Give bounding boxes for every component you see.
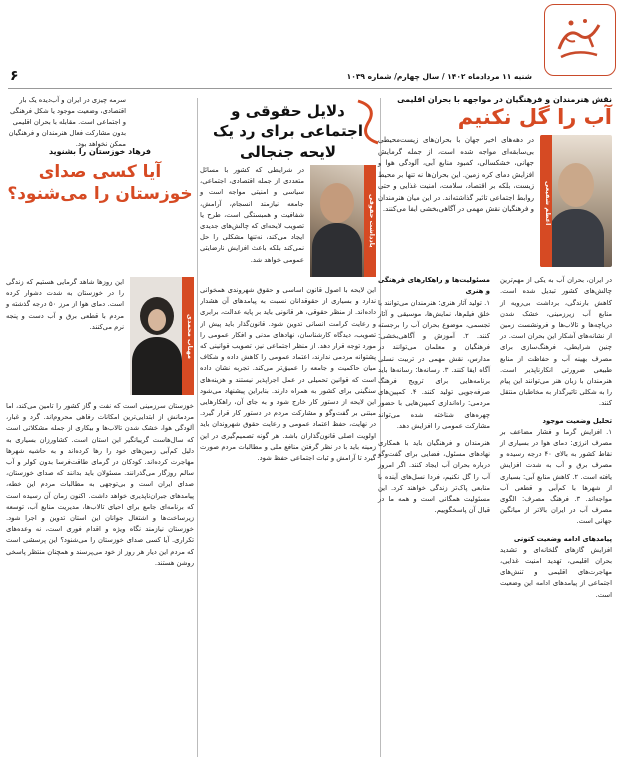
- paragraph: در ایران، بحران آب به یکی از مهم‌ترین چالش‌های کشور تبدیل شده است. کاهش بارندگی، برداشت بی‌رویه از منابع آب زیرزمینی، خشک شدن دریاچه‌ها و تالاب‌ها و فرونشست زمین از نشانه‌های آشکار این بحران است. در چنین شرایطی، فرهنگ‌سازی برای مصرف بهینه آب و حفاظت از منابع طبیعی ضرورتی انکارناپذیر است. هنرمندان با زبان هنر می‌توانند این پیام را به شکلی تاثیرگذار به مخاطبان منتقل کنند.: [500, 276, 612, 408]
- decorative-swash-icon: [354, 97, 382, 147]
- author-name: یادداشت حقوقی: [368, 194, 376, 248]
- paragraph: خوزستان سرزمینی است که نفت و گاز کشور را تامین می‌کند، اما مردمانش از ابتدایی‌ترین امکانات رفاهی محروم‌اند. گرد و غبار، آلودگی هوا، خشک شدن تالاب‌ها و بیکاری از جمله مشکلاتی است که سال‌هاست گریبانگیر این استان است. کشاورزان بسیاری به دلیل کم‌آبی زمین‌های خود را رها کرده‌اند و به حاشیه شهرها مهاجرت کرده‌اند. کودکان در گرمای طاقت‌فرسا بدون کولر و آب سالم روزگار می‌گذرانند. مسئولان باید بدانند که صدای خوزستان، صدای ایران است و بی‌توجهی به مطالبات مردم این خطه، پیامدهای جبران‌ناپذیری خواهد داشت. اکنون زمان آن رسیده است که برنامه‌ای جامع برای احیای تالاب‌ها، مدیریت منابع آب، توسعه زیرساخت‌ها و اشتغال جوانان این استان تدوین و اجرا شود. خوزستان نیازمند نگاه ویژه و اقدام فوری است، نه وعده‌های تکراری. آیا کسی صدای خوزستان را می‌شنود؟ این پرسشی است که مردم این دیار هر روز از خود می‌پرسند و همچنان منتظر پاسخی روشن هستند.: [6, 402, 194, 567]
- subheading: پیامدهای ادامه وضعیت کنونی: [513, 534, 612, 543]
- article-climate: [378, 95, 612, 759]
- article-legal: [200, 95, 376, 759]
- article-title: آب را گل نکنیم: [457, 105, 612, 129]
- paragraph: در شرایطی که کشور با مسائل متعددی از جمله اقتصادی، اجتماعی، سیاسی و امنیتی مواجه است و جامعه نیازمند انسجام، آرامش، شفافیت و همبستگی است، طرح یا تصویب لایحه‌ای که چالش‌های جدیدی ایجاد می‌کند، نه‌تنها مشکلی را حل نمی‌کند بلکه باعث افزایش نارضایتی عمومی خواهد شد.: [200, 166, 304, 264]
- article-title: آیا کسی صدای خوزستان را می‌شنود؟: [7, 162, 193, 205]
- article-body: [200, 165, 376, 759]
- paragraph: ۱. افزایش گرما و فشار مضاعف بر مصرف انرژی: دمای هوا در بسیاری از نقاط کشور به بالای ۴۰ درجه رسیده و مصرف برق و آب به شدت افزایش یافته است. ۲. کاهش منابع آبی: بسیاری از شهرها با کم‌آبی و قطعی آب مواجه‌اند. ۳. فرهنگ مصرف: الگوی مصرف آب در ایران بالاتر از میانگین جهانی است.: [500, 427, 613, 526]
- intro-paragraph: در دهه‌های اخیر جهان با بحران‌های زیست‌محیطی بی‌سابقه‌ای مواجه شده است، از جمله گرمایش جهانی، خشکسالی، کمبود منابع آبی، آلودگی هوا و افزایش دمای کره زمین. این بحران‌ها نه تنها بر محیط زیست، بلکه بر اقتصاد، سلامت، امنیت غذایی و حتی روابط اجتماعی تاثیر گذاشته‌اند. در این میان هنرمندان و فرهنگیان نقش مهمی در آگاهی‌بخشی ایفا می‌کنند.: [378, 136, 534, 214]
- newspaper-logo: [544, 4, 616, 76]
- paragraph: هنرمندان و فرهنگیان باید با همکاری نهادهای مسئول، فضایی برای گفت‌وگو درباره بحران آب ایجاد کنند. اگر امروز آب را گل نکنیم، فردا نسل‌های آینده با منابعی پاک‌تر زندگی خواهند کرد. این مسئولیت همگانی است و همه ما در قبال آن پاسخگوییم.: [378, 438, 490, 515]
- article-column-left: [378, 275, 490, 601]
- subheading: مسئولیت‌ها و راهکارهای فرهنگی و هنری: [378, 276, 490, 296]
- article-kicker: نقش هنرمندان و فرهنگیان در مواجهه با بحران اقلیمی: [397, 95, 612, 104]
- issue-info: شنبه ۱۱ مردادماه ۱۴۰۲ / سال چهارم/ شماره ۱۰۳۹: [346, 72, 532, 81]
- article-kicker: فرهاد خوزستان را بشنوید: [49, 147, 151, 156]
- author-name: اعظم شفیعی: [544, 180, 552, 226]
- paragraph: ۱. تولید آثار هنری: هنرمندان می‌توانند با خلق فیلم‌ها، نمایش‌ها، موسیقی و آثار تجسمی، موضوع بحران آب را برجسته کنند. ۲. آموزش و آگاهی‌بخشی: فرهنگیان و معلمان می‌توانند در مدارس، نقش مهمی در تربیت نسلی آگاه ایفا کنند. ۳. رسانه‌ها: رسانه‌ها باید برنامه‌هایی برای ترویج فرهنگ صرفه‌جویی تولید کنند. ۴. کمپین‌های مردمی: راه‌اندازی کمپین‌هایی با حضور چهره‌های شناخته شده می‌تواند مشارکت عمومی را افزایش دهد.: [378, 298, 490, 430]
- article-khuzestan: [6, 95, 194, 759]
- author-photo: [130, 277, 194, 395]
- author-photo: [310, 165, 376, 277]
- paragraph: افزایش گازهای گلخانه‌ای و تشدید بحران اقلیمی، تهدید امنیت غذایی، مهاجرت‌های اقلیمی و تنش‌های اجتماعی از پیامدهای ادامه این وضعیت است.: [500, 545, 612, 599]
- author-name: مهتاب محمدی: [186, 313, 194, 359]
- paragraph: این لایحه با اصول قانون اساسی و حقوق شهروندی همخوانی ندارد و بسیاری از حقوقدانان نسبت به پیامدهای آن هشدار داده‌اند. از منظر حقوقی، هر قانونی باید بر پایه عدالت، برابری و رعایت کرامت انسانی تدوین شود. قانون‌گذار باید پیش از تصویب، دیدگاه کارشناسان، نهادهای مدنی و افکار عمومی را مورد توجه قرار دهد. از منظر اجتماعی نیز، تصویب قوانینی که پشتوانه مردمی ندارند، اعتماد عمومی را کاهش داده و شکاف میان حاکمیت و جامعه را عمیق‌تر می‌کند. تجربه نشان داده است که قوانین تحمیلی در عمل اجراپذیر نیستند و هزینه‌های سنگینی برای کشور به همراه دارند. بنابراین پیشنهاد می‌شود این لایحه از دستور کار خارج شود و به جای آن، راهکارهایی مبتنی بر گفت‌وگو و مشارکت مردم در دستور کار قرار گیرد. در نهایت، حفظ اعتماد عمومی و رعایت حقوق شهروندان باید اولویت اصلی قانون‌گذاران باشد. هر گونه تصمیم‌گیری در این زمینه باید با در نظر گرفتن منافع ملی و مطالبات مردم صورت گیرد تا آرامش و ثبات اجتماعی حفظ شود.: [200, 286, 376, 463]
- article-columns: [378, 275, 612, 601]
- column-divider: [197, 98, 198, 757]
- article-column-right: [500, 275, 612, 601]
- page-header: [0, 0, 620, 92]
- page-number: ۶: [10, 68, 19, 84]
- pull-quote: سرمه چیزی در ایران و آب‌دیده یک بار اقتصادی، وضعیت موجود یا شکل فرهنگی و اجتماعی است. مقابله با بحران اقلیمی بدون مشارکت فعال هنرمندان و فرهنگیان ممکن نخواهد بود.: [8, 96, 126, 148]
- subheading: تحلیل وضعیت موجود: [542, 416, 612, 425]
- paragraph: این روزها شاهد گرمایی هستیم که زندگی را در خوزستان به شدت دشوار کرده است. دمای هوا از مرز ۵۰ درجه گذشته و مردم با قطعی برق و آب دست و پنجه نرم می‌کنند.: [6, 278, 124, 331]
- author-photo: [540, 135, 612, 267]
- header-divider: [8, 88, 612, 89]
- article-title: دلایل حقوقی و اجتماعی برای رد یک لایحه جنجالی: [212, 102, 364, 161]
- calligraphy-logo-icon: [549, 9, 611, 71]
- article-intro: [378, 135, 612, 273]
